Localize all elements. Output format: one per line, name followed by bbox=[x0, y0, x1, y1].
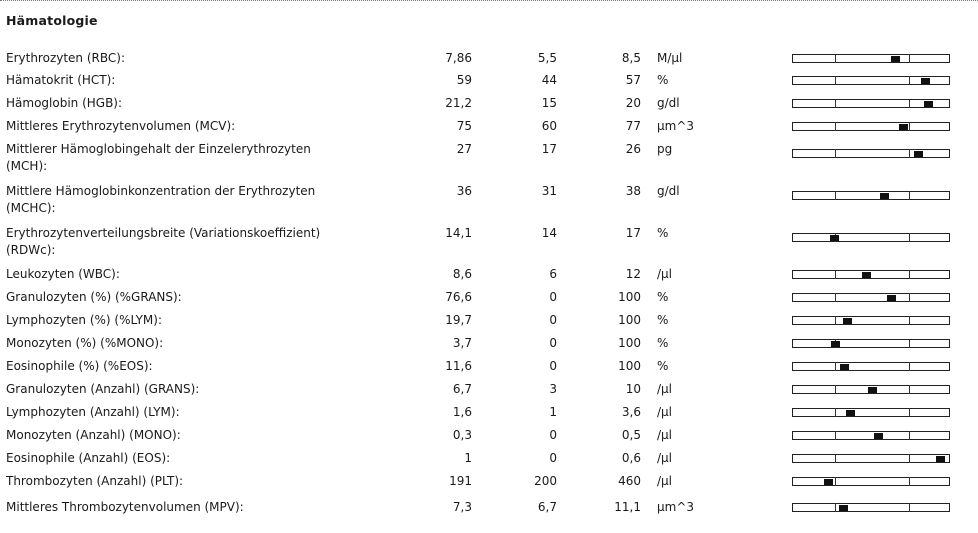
range-indicator-bar bbox=[792, 122, 950, 131]
reference-max: 100 bbox=[618, 313, 641, 327]
range-boundary-tick bbox=[835, 99, 836, 108]
reference-max: 20 bbox=[625, 96, 641, 110]
unit-label: g/dl bbox=[657, 96, 680, 110]
range-boundary-tick bbox=[909, 76, 910, 85]
reference-max: 0,6 bbox=[621, 451, 641, 465]
parameter-label: Eosinophile (Anzahl) (EOS): bbox=[6, 451, 171, 465]
parameter-label: Mittlerer Hämoglobingehalt der Einzelerythrozyten (MCH): bbox=[6, 142, 311, 173]
unit-label: % bbox=[657, 336, 669, 350]
parameter-label: Thrombozyten (Anzahl) (PLT): bbox=[6, 474, 184, 488]
range-boundary-tick bbox=[909, 149, 910, 158]
range-indicator-bar bbox=[792, 270, 950, 279]
parameter-label: Hämoglobin (HGB): bbox=[6, 96, 123, 110]
value-marker bbox=[868, 387, 877, 393]
parameter-label: Mittlere Hämoglobinkonzentration der Erythrozyten (MCHC): bbox=[6, 184, 316, 215]
reference-max: 100 bbox=[618, 290, 641, 304]
value-marker bbox=[936, 456, 945, 462]
value-marker bbox=[891, 56, 900, 62]
result-value: 21,2 bbox=[445, 96, 472, 110]
parameter-label: Monozyten (Anzahl) (MONO): bbox=[6, 428, 181, 442]
range-indicator-bar bbox=[792, 408, 950, 417]
unit-label: pg bbox=[657, 142, 673, 156]
unit-label: /µl bbox=[657, 451, 673, 465]
range-indicator-bar bbox=[792, 454, 950, 463]
result-value: 191 bbox=[449, 474, 472, 488]
reference-min: 44 bbox=[541, 73, 557, 87]
unit-label: /µl bbox=[657, 267, 673, 281]
reference-max: 10 bbox=[625, 382, 641, 396]
result-value: 36 bbox=[456, 184, 472, 198]
parameter-label: Mittleres Thrombozytenvolumen (MPV): bbox=[6, 500, 244, 514]
top-divider bbox=[0, 0, 978, 5]
range-indicator-bar bbox=[792, 503, 950, 512]
parameter-label: Hämatokrit (HCT): bbox=[6, 73, 116, 87]
unit-label: /µl bbox=[657, 474, 673, 488]
unit-label: % bbox=[657, 226, 669, 240]
parameter-label: Granulozyten (%) (%GRANS): bbox=[6, 290, 182, 304]
parameter-label: Erythrozyten (RBC): bbox=[6, 51, 125, 65]
unit-label: M/µl bbox=[657, 51, 683, 65]
value-marker bbox=[924, 101, 933, 107]
unit-label: /µl bbox=[657, 405, 673, 419]
result-value: 1 bbox=[464, 451, 472, 465]
result-value: 27 bbox=[456, 142, 472, 156]
range-indicator-bar bbox=[792, 76, 950, 85]
reference-min: 0 bbox=[549, 336, 557, 350]
reference-min: 31 bbox=[541, 184, 557, 198]
value-marker bbox=[831, 341, 840, 347]
range-boundary-tick bbox=[909, 408, 910, 417]
range-indicator-bar bbox=[792, 149, 950, 158]
range-boundary-tick bbox=[909, 339, 910, 348]
parameter-label: Eosinophile (%) (%EOS): bbox=[6, 359, 153, 373]
parameter-label: Leukozyten (WBC): bbox=[6, 267, 120, 281]
range-boundary-tick bbox=[835, 293, 836, 302]
reference-max: 8,5 bbox=[621, 51, 641, 65]
unit-label: µm^3 bbox=[657, 119, 695, 133]
value-marker bbox=[887, 295, 896, 301]
reference-max: 11,1 bbox=[614, 500, 641, 514]
parameter-label: Erythrozytenverteilungsbreite (Variationskoeffizient) (RDWc): bbox=[6, 226, 321, 257]
reference-max: 460 bbox=[618, 474, 641, 488]
result-value: 6,7 bbox=[452, 382, 472, 396]
result-value: 11,6 bbox=[445, 359, 472, 373]
result-value: 0,3 bbox=[452, 428, 472, 442]
result-value: 59 bbox=[456, 73, 472, 87]
range-boundary-tick bbox=[835, 270, 836, 279]
range-boundary-tick bbox=[909, 191, 910, 200]
range-boundary-tick bbox=[835, 54, 836, 63]
range-boundary-tick bbox=[835, 316, 836, 325]
value-marker bbox=[839, 505, 848, 511]
range-boundary-tick bbox=[909, 503, 910, 512]
reference-max: 100 bbox=[618, 336, 641, 350]
range-boundary-tick bbox=[835, 385, 836, 394]
reference-max: 0,5 bbox=[621, 428, 641, 442]
reference-min: 3 bbox=[549, 382, 557, 396]
reference-min: 15 bbox=[541, 96, 557, 110]
range-indicator-bar bbox=[792, 54, 950, 63]
result-value: 14,1 bbox=[445, 226, 472, 240]
range-boundary-tick bbox=[835, 503, 836, 512]
range-boundary-tick bbox=[835, 431, 836, 440]
unit-label: µm^3 bbox=[657, 500, 695, 514]
unit-label: % bbox=[657, 290, 669, 304]
value-marker bbox=[840, 364, 849, 370]
value-marker bbox=[921, 78, 930, 84]
value-marker bbox=[830, 235, 839, 241]
reference-min: 0 bbox=[549, 451, 557, 465]
unit-label: /µl bbox=[657, 428, 673, 442]
range-boundary-tick bbox=[909, 454, 910, 463]
value-marker bbox=[824, 479, 833, 485]
range-boundary-tick bbox=[909, 99, 910, 108]
parameter-label: Lymphozyten (Anzahl) (LYM): bbox=[6, 405, 180, 419]
value-marker bbox=[899, 124, 908, 130]
reference-min: 200 bbox=[534, 474, 557, 488]
result-value: 3,7 bbox=[452, 336, 472, 350]
range-boundary-tick bbox=[909, 54, 910, 63]
reference-min: 6,7 bbox=[537, 500, 557, 514]
range-indicator-bar bbox=[792, 477, 950, 486]
range-boundary-tick bbox=[909, 362, 910, 371]
result-value: 8,6 bbox=[452, 267, 472, 281]
reference-max: 26 bbox=[625, 142, 641, 156]
reference-min: 0 bbox=[549, 359, 557, 373]
unit-label: % bbox=[657, 73, 669, 87]
range-boundary-tick bbox=[909, 293, 910, 302]
parameter-label: Lymphozyten (%) (%LYM): bbox=[6, 313, 163, 327]
parameter-label: Granulozyten (Anzahl) (GRANS): bbox=[6, 382, 200, 396]
result-value: 76,6 bbox=[445, 290, 472, 304]
range-indicator-bar bbox=[792, 316, 950, 325]
value-marker bbox=[843, 318, 852, 324]
range-boundary-tick bbox=[909, 477, 910, 486]
range-boundary-tick bbox=[835, 408, 836, 417]
range-boundary-tick bbox=[835, 477, 836, 486]
reference-min: 0 bbox=[549, 313, 557, 327]
range-boundary-tick bbox=[909, 122, 910, 131]
range-indicator-bar bbox=[792, 385, 950, 394]
reference-min: 5,5 bbox=[537, 51, 557, 65]
result-value: 7,86 bbox=[445, 51, 472, 65]
reference-min: 6 bbox=[549, 267, 557, 281]
value-marker bbox=[880, 193, 889, 199]
reference-max: 77 bbox=[625, 119, 641, 133]
range-indicator-bar bbox=[792, 362, 950, 371]
reference-max: 17 bbox=[625, 226, 641, 240]
range-boundary-tick bbox=[909, 270, 910, 279]
result-value: 75 bbox=[456, 119, 472, 133]
reference-min: 17 bbox=[541, 142, 557, 156]
parameter-label: Monozyten (%) (%MONO): bbox=[6, 336, 164, 350]
range-boundary-tick bbox=[835, 76, 836, 85]
value-marker bbox=[874, 433, 883, 439]
reference-min: 1 bbox=[549, 405, 557, 419]
result-value: 1,6 bbox=[452, 405, 472, 419]
range-boundary-tick bbox=[909, 385, 910, 394]
reference-max: 12 bbox=[625, 267, 641, 281]
range-indicator-bar bbox=[792, 339, 950, 348]
range-indicator-bar bbox=[792, 99, 950, 108]
reference-min: 0 bbox=[549, 428, 557, 442]
range-boundary-tick bbox=[835, 362, 836, 371]
result-value: 7,3 bbox=[452, 500, 472, 514]
range-indicator-bar bbox=[792, 191, 950, 200]
range-boundary-tick bbox=[909, 431, 910, 440]
reference-min: 14 bbox=[541, 226, 557, 240]
unit-label: /µl bbox=[657, 382, 673, 396]
reference-max: 57 bbox=[625, 73, 641, 87]
value-marker bbox=[862, 272, 871, 278]
value-marker bbox=[914, 151, 923, 157]
range-indicator-bar bbox=[792, 431, 950, 440]
range-indicator-bar bbox=[792, 293, 950, 302]
unit-label: % bbox=[657, 313, 669, 327]
range-indicator-bar bbox=[792, 233, 950, 242]
reference-max: 100 bbox=[618, 359, 641, 373]
range-boundary-tick bbox=[835, 149, 836, 158]
reference-max: 3,6 bbox=[621, 405, 641, 419]
reference-min: 0 bbox=[549, 290, 557, 304]
range-boundary-tick bbox=[909, 316, 910, 325]
unit-label: g/dl bbox=[657, 184, 680, 198]
range-boundary-tick bbox=[835, 454, 836, 463]
range-boundary-tick bbox=[835, 191, 836, 200]
unit-label: % bbox=[657, 359, 669, 373]
parameter-label: Mittleres Erythrozytenvolumen (MCV): bbox=[6, 119, 236, 133]
range-boundary-tick bbox=[835, 122, 836, 131]
value-marker bbox=[846, 410, 855, 416]
reference-min: 60 bbox=[541, 119, 557, 133]
section-title: Hämatologie bbox=[6, 13, 98, 28]
reference-max: 38 bbox=[625, 184, 641, 198]
range-boundary-tick bbox=[909, 233, 910, 242]
result-value: 19,7 bbox=[445, 313, 472, 327]
